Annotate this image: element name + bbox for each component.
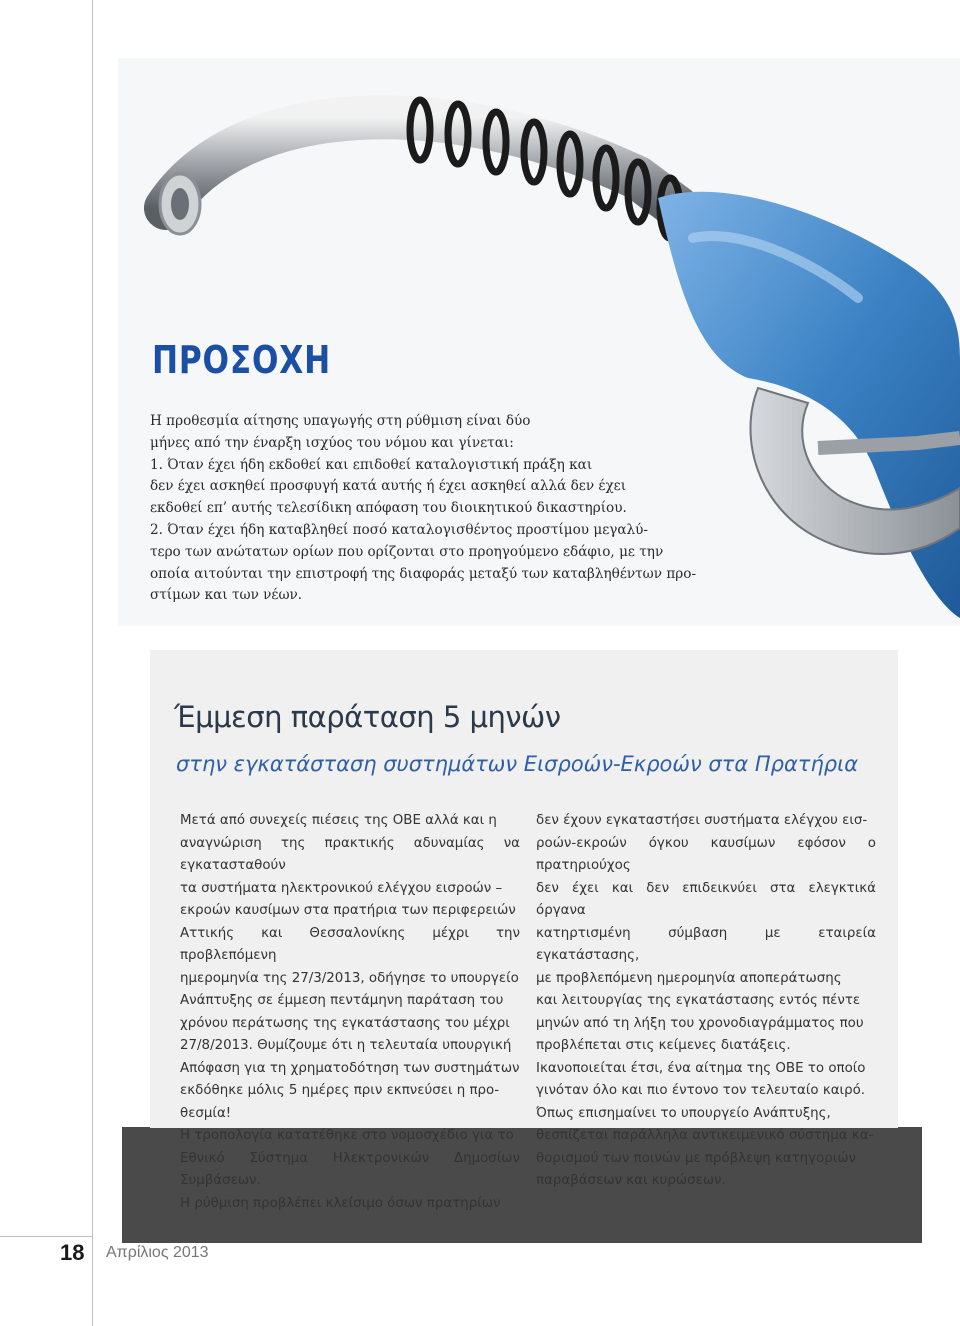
article-line: Ανάπτυξης σε έμμεση πεντάμηνη παράταση του: [180, 993, 504, 1008]
article-line: προβλέπεται στις κείμενες διατάξεις.: [536, 1038, 791, 1053]
notice-line: Η προθεσμία αίτησης υπαγωγής στη ρύθμιση είναι δύο: [150, 413, 531, 429]
article-line: ημερομηνία της 27/3/2013, οδήγησε το υπουργείο: [180, 970, 519, 986]
footer-rule: [0, 1236, 92, 1237]
article-line: αναγνώριση της πρακτικής αδυναμίας να εγκατασταθούν: [180, 835, 520, 873]
notice-line: μήνες από την έναρξη ισχύος του νόμου και γίνεται:: [150, 434, 514, 451]
article-subtitle: στην εγκατάσταση συστημάτων Εισροών-Εκροών στα Πρατήρια: [176, 752, 859, 776]
article-line: χρόνου περάτωσης της εγκατάστασης του μέχρι: [180, 1015, 510, 1031]
article-line: θεσμία!: [180, 1105, 232, 1121]
article-line: γινόταν όλο και πιο έντονο τον τελευταίο καιρό.: [536, 1083, 866, 1098]
notice-line: τερο των ανώτατων ορίων που ορίζονται στο προηγούμενο εδάφιο, με την: [150, 543, 664, 560]
article-line: Η ρύθμιση προβλέπει κλείσιμο όσων πρατηρίων: [180, 1195, 501, 1211]
article-title: Έμμεση παράταση 5 μηνών: [174, 700, 561, 734]
notice-line: οποία αιτούνται την επιστροφή της διαφοράς μεταξύ των καταβληθέντων προ-: [150, 565, 697, 582]
article-line: 27/8/2013. Θυμίζουμε ότι η τελευταία υπουργική: [180, 1038, 512, 1053]
article-line: κατηρτισμένη σύμβαση με εταιρεία εγκατάστασης,: [536, 925, 876, 963]
article-line: θεσπίζεται παράλληλα αντικειμενικό σύστημα κα-: [536, 1128, 874, 1143]
left-margin-rule: [92, 0, 93, 1326]
article-line: Όπως επισημαίνει το υπουργείο Ανάπτυξης,: [536, 1105, 831, 1121]
article-line: Απόφαση για τη χρηματοδότηση των συστημάτων: [180, 1060, 520, 1076]
article-line: Μετά από συνεχείς πιέσεις της ΟΒΕ αλλά και η: [180, 813, 497, 828]
article-line: μηνών από τη λήξη του χρονοδιαγράμματος που: [536, 1015, 864, 1031]
notice-line: δεν έχει ασκηθεί προσφυγή κατά αυτής ή έχει ασκηθεί αλλά δεν έχει: [150, 478, 627, 495]
article-line: θορισμού των ποινών με πρόβλεψη κατηγοριών: [536, 1150, 857, 1166]
notice-heading: ΠΡΟΣΟΧΗ: [152, 338, 332, 382]
article-column-left: [180, 810, 520, 1215]
notice-line: εκδοθεί επ’ αυτής τελεσίδικη απόφαση του διοικητικού δικαστηρίου.: [150, 500, 627, 517]
article-line: παραβάσεων και κυρώσεων.: [536, 1173, 726, 1188]
article-line: με προβλεπόμενη ημερομηνία αποπεράτωσης: [536, 970, 842, 986]
notice-line: 1. Όταν έχει ήδη εκδοθεί και επιδοθεί καταλογιστική πράξη και: [150, 456, 593, 473]
article-line: Ικανοποιείται έτσι, ένα αίτημα της ΟΒΕ το οποίο: [536, 1060, 866, 1076]
article-line: εκροών καυσίμων στα πρατήρια των περιφερειών: [180, 903, 516, 918]
notice-text: [150, 411, 790, 607]
page-number: 18: [60, 1240, 85, 1265]
article-line: εκδόθηκε μόλις 5 ημέρες πριν εκπνεύσει η προ-: [180, 1083, 500, 1098]
notice-line: 2. Όταν έχει ήδη καταβληθεί ποσό καταλογισθέντος προστίμου μεγαλύ-: [150, 521, 649, 538]
notice-line: στίμων και των νέων.: [150, 587, 303, 604]
article-line: ροών-εκροών όγκου καυσίμων εφόσον ο πρατηριούχος: [536, 835, 876, 873]
article-line: δεν έχουν εγκαταστήσει συστήματα ελέγχου εισ-: [536, 813, 868, 828]
article-line: Αττικής και Θεσσαλονίκης μέχρι την προβλεπόμενη: [180, 925, 520, 963]
article-line: και λειτουργίας της εγκατάστασης εντός πέντε: [536, 993, 861, 1008]
issue-date: Απρίλιος 2013: [106, 1244, 209, 1261]
article-line: Η τροπολογία κατατέθηκε στο νομοσχέδιο για το: [180, 1128, 514, 1143]
article-column-right: [536, 810, 876, 1193]
article-line: τα συστήματα ηλεκτρονικού ελέγχου εισροών –: [180, 880, 503, 896]
article-line: Εθνικό Σύστημα Ηλεκτρονικών Δημοσίων Συμβάσεων.: [180, 1150, 520, 1188]
article-line: δεν έχει και δεν επιδεικνύει στα ελεγκτικά όργανα: [536, 880, 876, 918]
